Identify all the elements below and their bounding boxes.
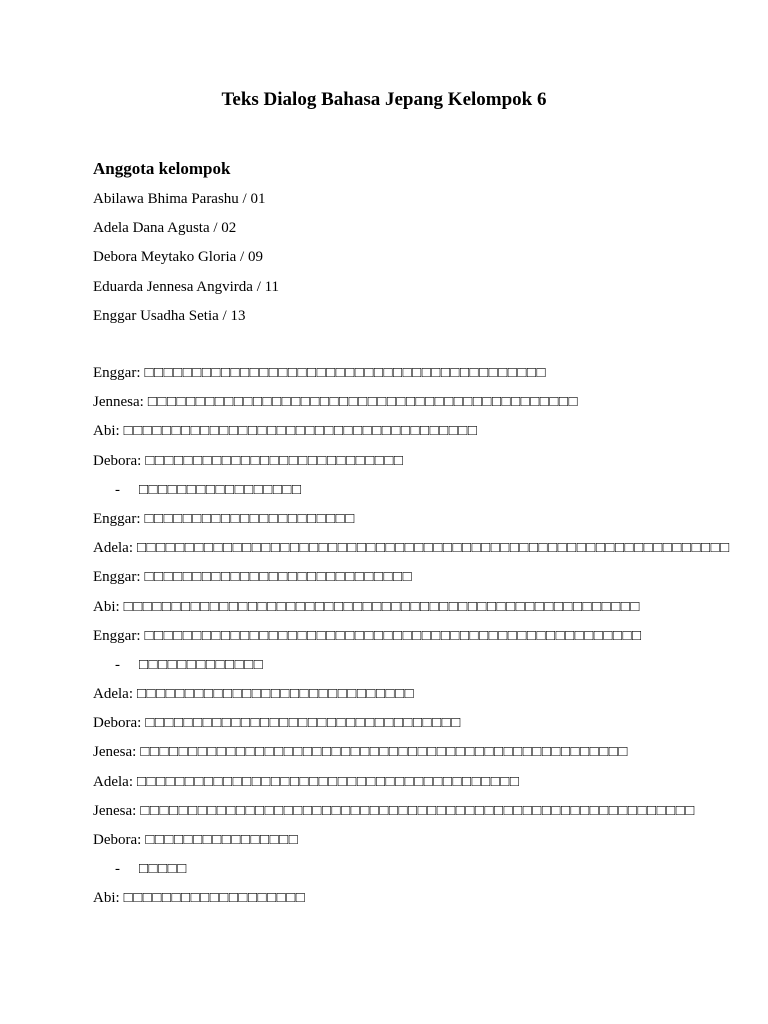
speaker-name: Debora: — [93, 832, 142, 848]
member-item: Enggar Usadha Setia / 13 — [93, 307, 246, 324]
dialog-text: □□□□□□□□□□□□□□□□□□□ — [123, 890, 306, 907]
dialog-line — [93, 391, 733, 420]
dialog-sub-item — [93, 654, 733, 683]
dialog-section — [93, 362, 733, 917]
dialog-text: □□□□□□□□□□□□□□□□□□□□□□□□□□□□□□□□□ — [145, 715, 461, 732]
speaker-name: Abi: — [93, 423, 120, 440]
dialog-text: □□□□□□□□□□□□□□□□□□□□□□□□□□□□□□□□□□□□□□□□□□□□□□□□□□□□□□□□□□□□□□ — [136, 540, 730, 557]
dialog-text: □□□□□□□□□□□□□□□□□□□□□□ — [144, 510, 355, 527]
dialog-line — [93, 712, 733, 741]
speaker-name: Debora: — [93, 715, 142, 732]
dialog-line — [93, 683, 733, 712]
dialog-line — [93, 450, 733, 479]
dialog-line — [93, 771, 733, 800]
list-dash: - — [115, 656, 120, 673]
speaker-name: Jenesa: — [93, 802, 137, 819]
members-list — [93, 188, 279, 334]
dialog-text: □□□□□□□□□□□□□□□□□□□□□□□□□□□□□□□□□□□□□□□□□□□□□□□□□□□ — [140, 744, 628, 761]
speaker-name: Abi: — [93, 598, 120, 615]
dialog-line — [93, 887, 733, 916]
members-heading: Anggota kelompok — [93, 159, 231, 178]
dialog-text: □□□□□□□□□□□□□□□□ — [145, 832, 299, 848]
dialog-text: □□□□□□□□□□□□□□□□□ — [139, 481, 302, 498]
speaker-name: Adela: — [93, 540, 133, 557]
member-item: Adela Dana Agusta / 02 — [93, 220, 237, 237]
dialog-text: □□□□□□□□□□□□□□□□□□□□□□□□□□□□□□□□□□□□□□□□□□□□□ — [147, 394, 579, 411]
dialog-text: □□□□□□□□□□□□□□□□□□□□□□□□□□□□□□□□□□□□□□□□□□□□□□□□□□□□□□□□□□ — [140, 802, 695, 819]
speaker-name: Enggar: — [93, 510, 141, 527]
list-dash: - — [115, 861, 120, 878]
speaker-name: Enggar: — [93, 365, 141, 381]
dialog-text: □□□□□□□□□□□□□ — [139, 656, 264, 673]
member-item: Eduarda Jennesa Angvirda / 11 — [93, 278, 280, 295]
dialog-line — [93, 537, 733, 566]
dialog-text: □□□□□□□□□□□□□□□□□□□□□□□□□□□ — [145, 452, 404, 469]
dialog-line — [93, 741, 733, 770]
dialog-line — [93, 800, 733, 829]
member-item: Debora Meytako Gloria / 09 — [93, 249, 263, 266]
dialog-line — [93, 566, 733, 595]
dialog-line — [93, 625, 733, 654]
speaker-name: Jenesa: — [93, 744, 137, 761]
speaker-name: Debora: — [93, 452, 142, 469]
dialog-text: □□□□□□□□□□□□□□□□□□□□□□□□□□□□□ — [136, 686, 415, 703]
speaker-name: Enggar: — [93, 569, 141, 586]
dialog-sub-item — [93, 858, 733, 887]
member-item: Abilawa Bhima Parashu / 01 — [93, 191, 266, 207]
dialog-text: □□□□□□□□□□□□□□□□□□□□□□□□□□□□□□□□□□□□□ — [123, 423, 478, 440]
speaker-name: Adela: — [93, 686, 133, 703]
list-dash: - — [115, 481, 120, 498]
dialog-line — [93, 508, 733, 537]
dialog-line — [93, 829, 733, 858]
dialog-sub-item — [93, 479, 733, 508]
document-title: Teks Dialog Bahasa Jepang Kelompok 6 — [221, 89, 547, 110]
speaker-name: Adela: — [93, 773, 133, 790]
dialog-text: □□□□□ — [139, 861, 187, 878]
speaker-name: Abi: — [93, 890, 120, 907]
dialog-line — [93, 420, 733, 449]
dialog-line — [93, 596, 733, 625]
dialog-text: □□□□□□□□□□□□□□□□□□□□□□□□□□□□□□□□□□□□□□□□ — [136, 773, 520, 790]
dialog-text: □□□□□□□□□□□□□□□□□□□□□□□□□□□□ — [144, 569, 413, 586]
speaker-name: Enggar: — [93, 627, 141, 644]
dialog-text: □□□□□□□□□□□□□□□□□□□□□□□□□□□□□□□□□□□□□□□□□□□□□□□□□□□□□□ — [123, 598, 640, 615]
speaker-name: Jennesa: — [93, 394, 144, 411]
dialog-text: □□□□□□□□□□□□□□□□□□□□□□□□□□□□□□□□□□□□□□□□□□ — [144, 365, 547, 381]
dialog-text: □□□□□□□□□□□□□□□□□□□□□□□□□□□□□□□□□□□□□□□□□□□□□□□□□□□□ — [144, 627, 642, 644]
dialog-line — [93, 362, 733, 391]
